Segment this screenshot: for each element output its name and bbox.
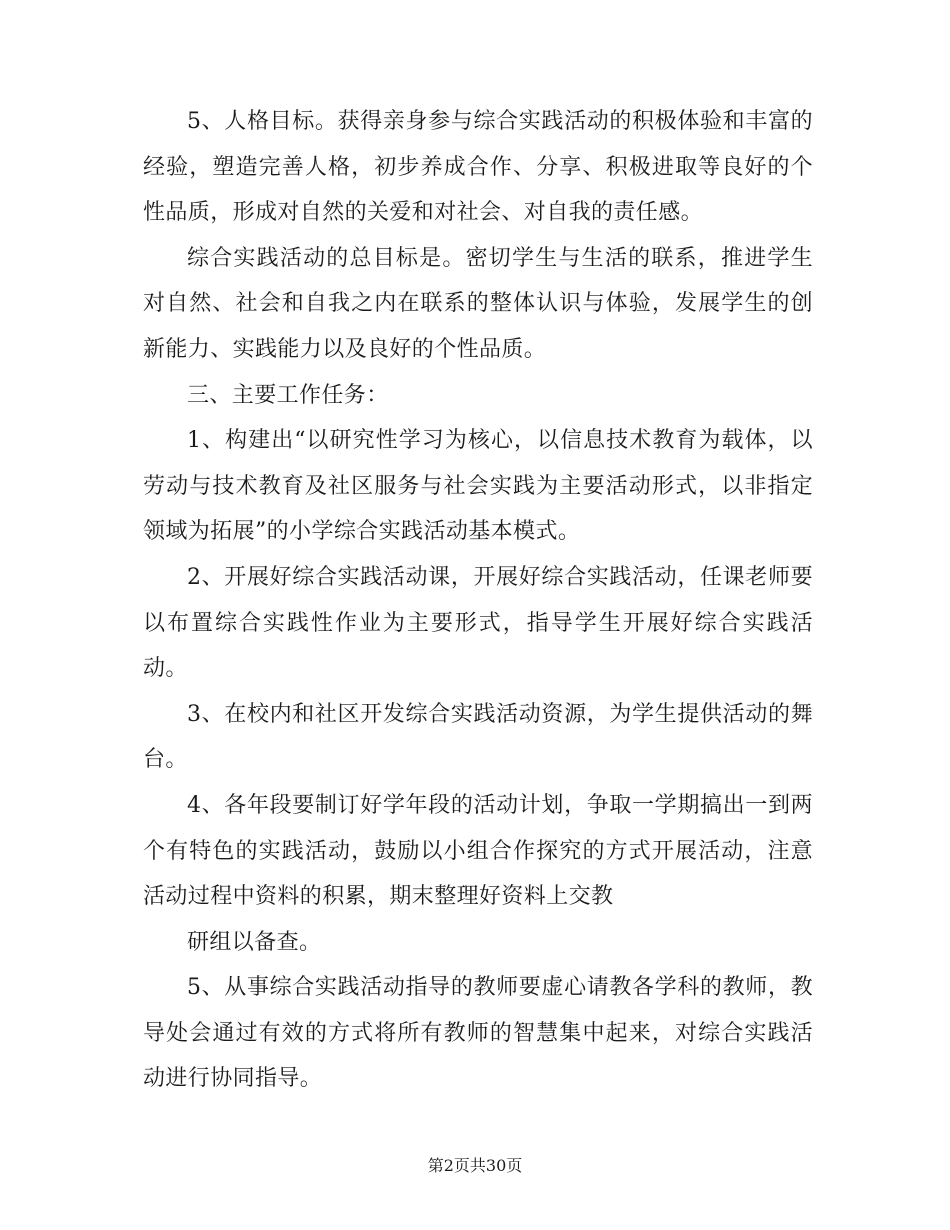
paragraph-task-2: 2、开展好综合实践活动课，开展好综合实践活动，任课老师要以布置综合实践性作业为主要形式，指导学生开展好综合实践活动。 [143,564,813,682]
page-number-footer: 第2页共30页 [427,1156,523,1175]
paragraph-overall-goal: 综合实践活动的总目标是。密切学生与生活的联系，推进学生对自然、社会和自我之内在联系的整体认识与体验，发展学生的创新能力、实践能力以及良好的个性品质。 [143,245,813,362]
paragraph-personality-goal: 5、人格目标。获得亲身参与综合实践活动的积极体验和丰富的经验，塑造完善人格，初步养成合作、分享、积极进取等良好的个性品质，形成对自然的关爱和对社会、对自我的责任感。 [143,109,813,226]
paragraph-task-4: 4、各年段要制订好学年段的活动计划，争取一学期搞出一到两个有特色的实践活动，鼓励以小组合作探究的方式开展活动，注意活动过程中资料的积累，期末整理好资料上交教 [143,792,813,910]
paragraph-task-5: 5、从事综合实践活动指导的教师要虚心请教各学科的教师，教导处会通过有效的方式将所有教师的智慧集中起来，对综合实践活动进行协同指导。 [143,975,813,1092]
paragraph-task-1: 1、构建出“以研究性学习为核心，以信息技术教育为载体，以劳动与技术教育及社区服务与社会实践为主要活动形式，以非指定领域为拓展”的小学综合实践活动基本模式。 [143,428,813,545]
paragraph-task-3: 3、在校内和社区开发综合实践活动资源，为学生提供活动的舞台。 [143,701,813,773]
section-heading-main-tasks: 三、主要工作任务： [187,382,389,408]
paragraph-task-4-continued: 研组以备查。 [187,929,322,955]
document-body [143,99,813,1102]
